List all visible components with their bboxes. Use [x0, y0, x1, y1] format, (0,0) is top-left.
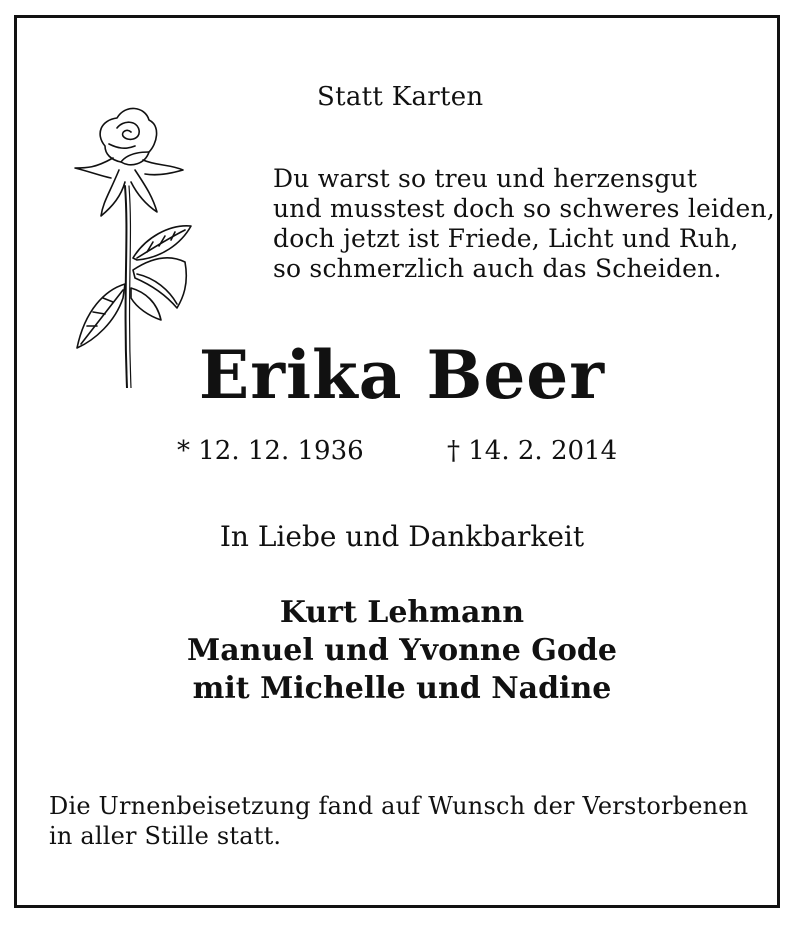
poem-line: und musstest doch so schweres leiden, [273, 194, 775, 223]
closing-line: in aller Stille statt. [49, 822, 282, 850]
mourner: mit Michelle und Nadine [192, 671, 612, 706]
mourner: Manuel und Yvonne Gode [187, 633, 617, 668]
poem-line: doch jetzt ist Friede, Licht und Ruh, [273, 224, 739, 253]
birth-date: * 12. 12. 1936 [177, 436, 364, 466]
poem-line: so schmerzlich auch das Scheiden. [273, 254, 722, 283]
poem [273, 164, 775, 284]
death-date: † 14. 2. 2014 [447, 436, 618, 466]
closing-line: Die Urnenbeisetzung fand auf Wunsch der Verstorbenen [49, 792, 749, 820]
dedication: In Liebe und Dankbarkeit [219, 520, 585, 553]
mourner: Kurt Lehmann [279, 595, 525, 630]
closing-note [49, 791, 748, 851]
poem-line: Du warst so treu und herzensgut [273, 164, 698, 193]
deceased-name: Erika Beer [198, 336, 606, 414]
obituary-notice [14, 15, 780, 908]
mourners-list [17, 594, 787, 708]
header-text: Statt Karten [317, 82, 484, 112]
